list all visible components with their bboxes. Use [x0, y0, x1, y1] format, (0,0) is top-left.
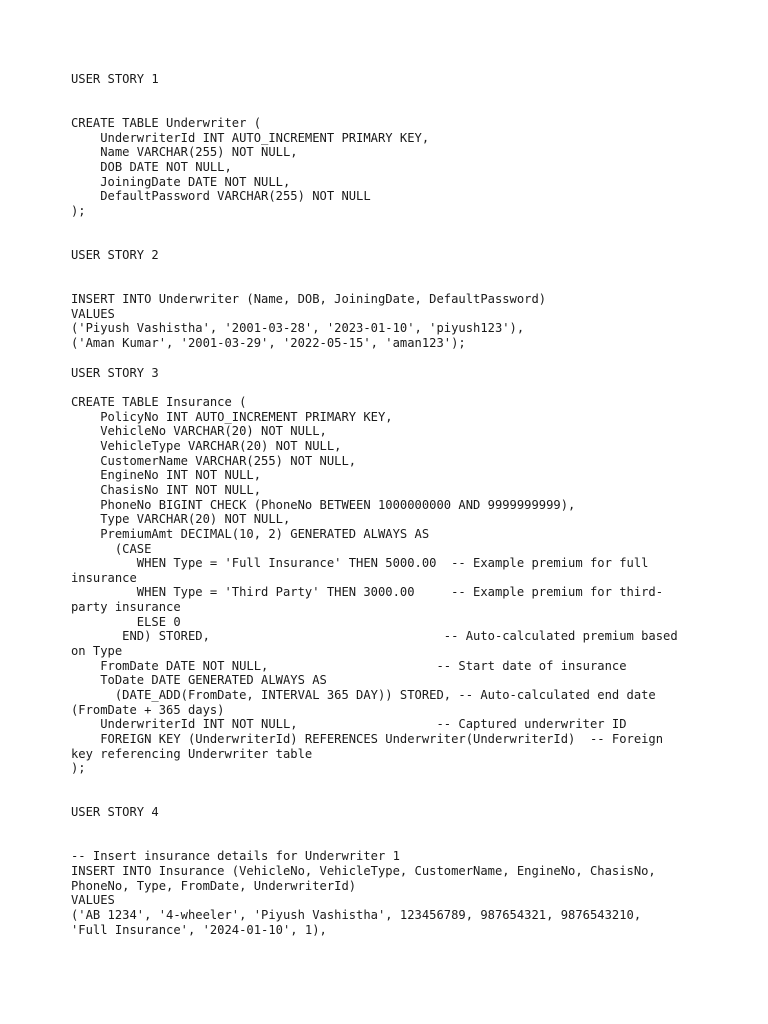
code-line: key referencing Underwriter table [71, 747, 313, 761]
code-line: insurance [71, 571, 137, 585]
code-line: UnderwriterId INT NOT NULL, -- Captured underwriter ID [71, 717, 627, 731]
code-line: ); [71, 204, 86, 218]
code-line: PhoneNo, Type, FromDate, UnderwriterId) [71, 879, 357, 893]
code-line: PhoneNo BIGINT CHECK (PhoneNo BETWEEN 1000000000 AND 9999999999), [71, 498, 576, 512]
code-line: ToDate DATE GENERATED ALWAYS AS [71, 673, 327, 687]
code-line: FromDate DATE NOT NULL, -- Start date of insurance [71, 659, 627, 673]
code-line: ('Piyush Vashistha', '2001-03-28', '2023-01-10', 'piyush123'), [71, 321, 525, 335]
code-line: DOB DATE NOT NULL, [71, 160, 232, 174]
code-line: CREATE TABLE Underwriter ( [71, 116, 262, 130]
code-line: ('AB 1234', '4-wheeler', 'Piyush Vashistha', 123456789, 987654321, 9876543210, [71, 908, 642, 922]
code-line: ChasisNo INT NOT NULL, [71, 483, 262, 497]
code-line: ('Aman Kumar', '2001-03-29', '2022-05-15', 'aman123'); [71, 336, 466, 350]
code-line: DefaultPassword VARCHAR(255) NOT NULL [71, 189, 371, 203]
code-line: INSERT INTO Underwriter (Name, DOB, JoiningDate, DefaultPassword) [71, 292, 547, 306]
code-line: EngineNo INT NOT NULL, [71, 468, 262, 482]
code-line: JoiningDate DATE NOT NULL, [71, 175, 291, 189]
code-line: WHEN Type = 'Full Insurance' THEN 5000.00 -- Example premium for full [71, 556, 649, 570]
code-line: Name VARCHAR(255) NOT NULL, [71, 145, 298, 159]
code-line: (CASE [71, 542, 152, 556]
code-line: PremiumAmt DECIMAL(10, 2) GENERATED ALWAYS AS [71, 527, 430, 541]
code-line: CustomerName VARCHAR(255) NOT NULL, [71, 454, 357, 468]
code-line: VALUES [71, 307, 115, 321]
code-line: Type VARCHAR(20) NOT NULL, [71, 512, 291, 526]
code-line: party insurance [71, 600, 181, 614]
code-line: on Type [71, 644, 123, 658]
code-line: VALUES [71, 893, 115, 907]
code-line: UnderwriterId INT AUTO_INCREMENT PRIMARY KEY, [71, 131, 430, 145]
code-line: -- Insert insurance details for Underwriter 1 [71, 849, 400, 863]
code-line: 'Full Insurance', '2024-01-10', 1), [71, 923, 327, 937]
code-line: VehicleNo VARCHAR(20) NOT NULL, [71, 424, 327, 438]
code-line: ELSE 0 [71, 615, 181, 629]
code-line: END) STORED, -- Auto-calculated premium based [71, 629, 678, 643]
code-line: PolicyNo INT AUTO_INCREMENT PRIMARY KEY, [71, 410, 393, 424]
code-line: WHEN Type = 'Third Party' THEN 3000.00 -- Example premium for third- [71, 585, 664, 599]
code-line: (DATE_ADD(FromDate, INTERVAL 365 DAY)) STORED, -- Auto-calculated end date [71, 688, 656, 702]
code-line: CREATE TABLE Insurance ( [71, 395, 247, 409]
code-line: ); [71, 761, 86, 775]
section-heading: USER STORY 2 [71, 248, 159, 262]
code-line: (FromDate + 365 days) [71, 703, 225, 717]
section-heading: USER STORY 1 [71, 72, 159, 86]
code-line: FOREIGN KEY (UnderwriterId) REFERENCES Underwriter(UnderwriterId) -- Foreign [71, 732, 664, 746]
code-line: VehicleType VARCHAR(20) NOT NULL, [71, 439, 342, 453]
code-line: INSERT INTO Insurance (VehicleNo, VehicleType, CustomerName, EngineNo, ChasisNo, [71, 864, 656, 878]
section-heading: USER STORY 3 [71, 366, 159, 380]
section-heading: USER STORY 4 [71, 805, 159, 819]
